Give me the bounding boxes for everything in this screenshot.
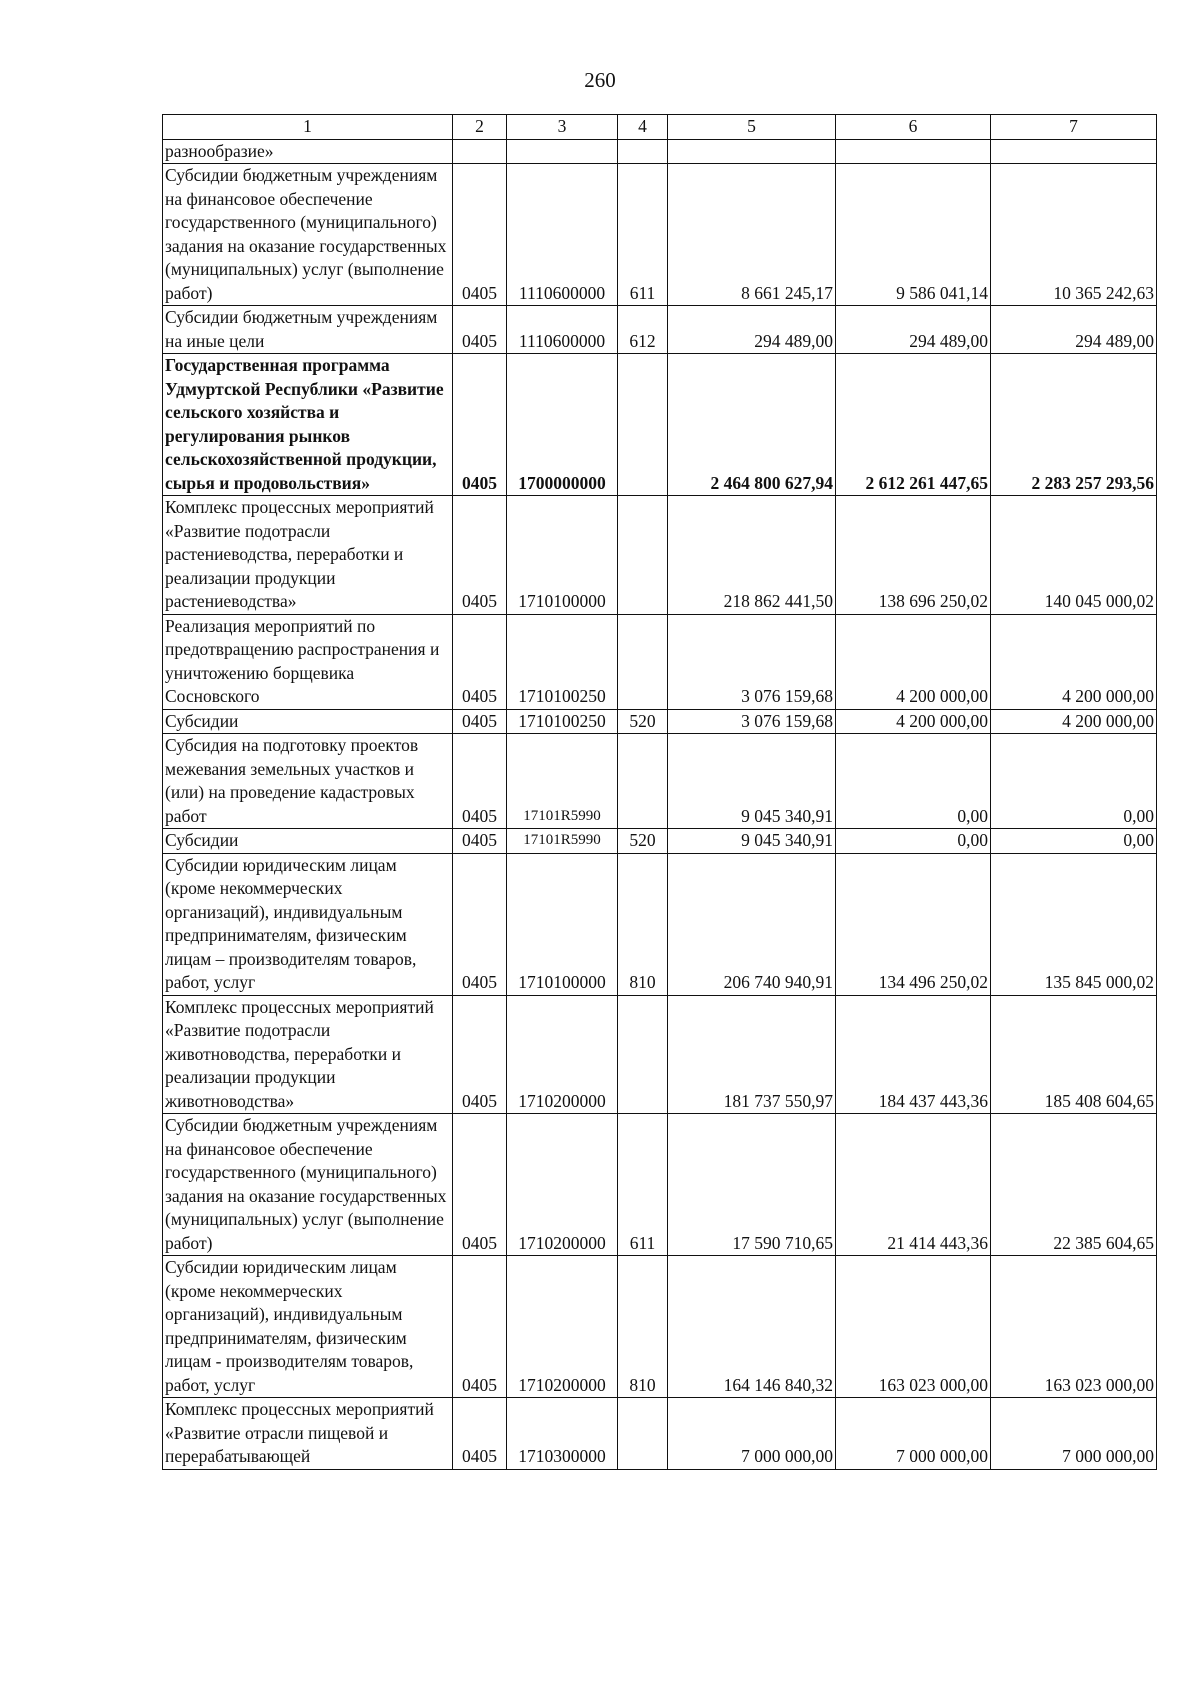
amount-col7-cell: 4 200 000,00 bbox=[991, 614, 1157, 709]
amount-col6-cell: 138 696 250,02 bbox=[836, 496, 991, 615]
amount-col6-cell: 184 437 443,36 bbox=[836, 995, 991, 1114]
amount-col5-cell: 181 737 550,97 bbox=[668, 995, 836, 1114]
section-code-cell: 0405 bbox=[453, 829, 507, 854]
section-code-cell: 0405 bbox=[453, 995, 507, 1114]
amount-col6-cell: 9 586 041,14 bbox=[836, 164, 991, 306]
row-name-cell: Субсидии юридическим лицам (кроме некоммерческих организаций), индивидуальным предпринимателям, физическим лицам – производителям товаров, работ, услуг bbox=[163, 853, 453, 995]
amount-col5-cell: 2 464 800 627,94 bbox=[668, 354, 836, 496]
table-body bbox=[163, 115, 1157, 1470]
section-code-cell: 0405 bbox=[453, 709, 507, 734]
table-row bbox=[163, 1256, 1157, 1398]
table-row bbox=[163, 1398, 1157, 1470]
section-code-cell: 0405 bbox=[453, 164, 507, 306]
target-article-cell: 17101R5990 bbox=[507, 734, 618, 829]
amount-col6-cell: 0,00 bbox=[836, 829, 991, 854]
table-row bbox=[163, 139, 1157, 164]
target-article-cell: 1700000000 bbox=[507, 354, 618, 496]
section-code-cell: 0405 bbox=[453, 1256, 507, 1398]
row-name-cell: Комплекс процессных мероприятий «Развитие подотрасли животноводства, переработки и реализации продукции животноводства» bbox=[163, 995, 453, 1114]
table-row bbox=[163, 496, 1157, 615]
amount-col5-cell: 218 862 441,50 bbox=[668, 496, 836, 615]
amount-col5-cell bbox=[668, 139, 836, 164]
amount-col7-cell: 163 023 000,00 bbox=[991, 1256, 1157, 1398]
target-article-cell: 17101R5990 bbox=[507, 829, 618, 854]
expense-type-cell: 810 bbox=[618, 1256, 668, 1398]
amount-col7-cell: 0,00 bbox=[991, 829, 1157, 854]
expense-type-cell bbox=[618, 734, 668, 829]
table-row bbox=[163, 709, 1157, 734]
amount-col6-cell: 163 023 000,00 bbox=[836, 1256, 991, 1398]
column-header: 3 bbox=[507, 115, 618, 140]
amount-col6-cell: 21 414 443,36 bbox=[836, 1114, 991, 1256]
section-code-cell: 0405 bbox=[453, 354, 507, 496]
amount-col5-cell: 294 489,00 bbox=[668, 306, 836, 354]
expense-type-cell: 612 bbox=[618, 306, 668, 354]
table-row bbox=[163, 306, 1157, 354]
table-row bbox=[163, 734, 1157, 829]
budget-table bbox=[162, 114, 1157, 1470]
column-header: 5 bbox=[668, 115, 836, 140]
section-code-cell bbox=[453, 139, 507, 164]
target-article-cell: 1710100000 bbox=[507, 496, 618, 615]
amount-col5-cell: 9 045 340,91 bbox=[668, 829, 836, 854]
section-code-cell: 0405 bbox=[453, 734, 507, 829]
section-code-cell: 0405 bbox=[453, 1398, 507, 1470]
column-number-row bbox=[163, 115, 1157, 140]
expense-type-cell bbox=[618, 1398, 668, 1470]
amount-col6-cell bbox=[836, 139, 991, 164]
expense-type-cell: 810 bbox=[618, 853, 668, 995]
amount-col7-cell: 4 200 000,00 bbox=[991, 709, 1157, 734]
expense-type-cell bbox=[618, 614, 668, 709]
target-article-cell: 1710200000 bbox=[507, 995, 618, 1114]
amount-col6-cell: 134 496 250,02 bbox=[836, 853, 991, 995]
amount-col5-cell: 164 146 840,32 bbox=[668, 1256, 836, 1398]
expense-type-cell bbox=[618, 995, 668, 1114]
target-article-cell: 1710200000 bbox=[507, 1114, 618, 1256]
expense-type-cell: 520 bbox=[618, 829, 668, 854]
column-header: 1 bbox=[163, 115, 453, 140]
row-name-cell: Реализация мероприятий по предотвращению распространения и уничтожению борщевика Сосновского bbox=[163, 614, 453, 709]
section-code-cell: 0405 bbox=[453, 496, 507, 615]
amount-col7-cell bbox=[991, 139, 1157, 164]
expense-type-cell bbox=[618, 354, 668, 496]
amount-col7-cell: 7 000 000,00 bbox=[991, 1398, 1157, 1470]
amount-col6-cell: 4 200 000,00 bbox=[836, 614, 991, 709]
amount-col7-cell: 10 365 242,63 bbox=[991, 164, 1157, 306]
target-article-cell: 1710100000 bbox=[507, 853, 618, 995]
amount-col5-cell: 206 740 940,91 bbox=[668, 853, 836, 995]
amount-col6-cell: 7 000 000,00 bbox=[836, 1398, 991, 1470]
column-header: 7 bbox=[991, 115, 1157, 140]
table-row bbox=[163, 853, 1157, 995]
row-name-cell: Комплекс процессных мероприятий «Развитие отрасли пищевой и перерабатывающей bbox=[163, 1398, 453, 1470]
amount-col7-cell: 135 845 000,02 bbox=[991, 853, 1157, 995]
row-name-cell: разнообразие» bbox=[163, 139, 453, 164]
column-header: 4 bbox=[618, 115, 668, 140]
table-row bbox=[163, 614, 1157, 709]
page-number: 260 bbox=[584, 68, 616, 92]
section-code-cell: 0405 bbox=[453, 1114, 507, 1256]
table-row bbox=[163, 164, 1157, 306]
amount-col6-cell: 294 489,00 bbox=[836, 306, 991, 354]
amount-col7-cell: 185 408 604,65 bbox=[991, 995, 1157, 1114]
amount-col5-cell: 7 000 000,00 bbox=[668, 1398, 836, 1470]
column-header: 2 bbox=[453, 115, 507, 140]
table-row bbox=[163, 354, 1157, 496]
amount-col7-cell: 140 045 000,02 bbox=[991, 496, 1157, 615]
expense-type-cell bbox=[618, 496, 668, 615]
target-article-cell: 1710100250 bbox=[507, 614, 618, 709]
row-name-cell: Субсидии bbox=[163, 829, 453, 854]
amount-col6-cell: 2 612 261 447,65 bbox=[836, 354, 991, 496]
target-article-cell: 1710200000 bbox=[507, 1256, 618, 1398]
row-name-cell: Субсидии бюджетным учреждениям на финансовое обеспечение государственного (муниципального) задания на оказание государственных (муниципальных) услуг (выполнение работ) bbox=[163, 164, 453, 306]
amount-col6-cell: 0,00 bbox=[836, 734, 991, 829]
expense-type-cell bbox=[618, 139, 668, 164]
target-article-cell: 1110600000 bbox=[507, 164, 618, 306]
amount-col7-cell: 2 283 257 293,56 bbox=[991, 354, 1157, 496]
row-name-cell: Субсидии бюджетным учреждениям на финансовое обеспечение государственного (муниципального) задания на оказание государственных (муниципальных) услуг (выполнение работ) bbox=[163, 1114, 453, 1256]
section-code-cell: 0405 bbox=[453, 853, 507, 995]
target-article-cell bbox=[507, 139, 618, 164]
amount-col6-cell: 4 200 000,00 bbox=[836, 709, 991, 734]
row-name-cell: Субсидия на подготовку проектов межевания земельных участков и (или) на проведение кадастровых работ bbox=[163, 734, 453, 829]
amount-col5-cell: 3 076 159,68 bbox=[668, 614, 836, 709]
expense-type-cell: 611 bbox=[618, 164, 668, 306]
column-header: 6 bbox=[836, 115, 991, 140]
amount-col7-cell: 0,00 bbox=[991, 734, 1157, 829]
amount-col7-cell: 22 385 604,65 bbox=[991, 1114, 1157, 1256]
expense-type-cell: 520 bbox=[618, 709, 668, 734]
table-row bbox=[163, 829, 1157, 854]
amount-col5-cell: 8 661 245,17 bbox=[668, 164, 836, 306]
section-code-cell: 0405 bbox=[453, 306, 507, 354]
row-name-cell: Субсидии bbox=[163, 709, 453, 734]
section-code-cell: 0405 bbox=[453, 614, 507, 709]
table-row bbox=[163, 1114, 1157, 1256]
expense-type-cell: 611 bbox=[618, 1114, 668, 1256]
target-article-cell: 1110600000 bbox=[507, 306, 618, 354]
amount-col5-cell: 3 076 159,68 bbox=[668, 709, 836, 734]
amount-col5-cell: 17 590 710,65 bbox=[668, 1114, 836, 1256]
row-name-cell: Государственная программа Удмуртской Республики «Развитие сельского хозяйства и регулирования рынков сельскохозяйственной продукции, сырья и продовольствия» bbox=[163, 354, 453, 496]
amount-col5-cell: 9 045 340,91 bbox=[668, 734, 836, 829]
row-name-cell: Комплекс процессных мероприятий «Развитие подотрасли растениеводства, переработки и реализации продукции растениеводства» bbox=[163, 496, 453, 615]
row-name-cell: Субсидии юридическим лицам (кроме некоммерческих организаций), индивидуальным предпринимателям, физическим лицам - производителям товаров, работ, услуг bbox=[163, 1256, 453, 1398]
target-article-cell: 1710100250 bbox=[507, 709, 618, 734]
target-article-cell: 1710300000 bbox=[507, 1398, 618, 1470]
table-row bbox=[163, 995, 1157, 1114]
amount-col7-cell: 294 489,00 bbox=[991, 306, 1157, 354]
row-name-cell: Субсидии бюджетным учреждениям на иные цели bbox=[163, 306, 453, 354]
